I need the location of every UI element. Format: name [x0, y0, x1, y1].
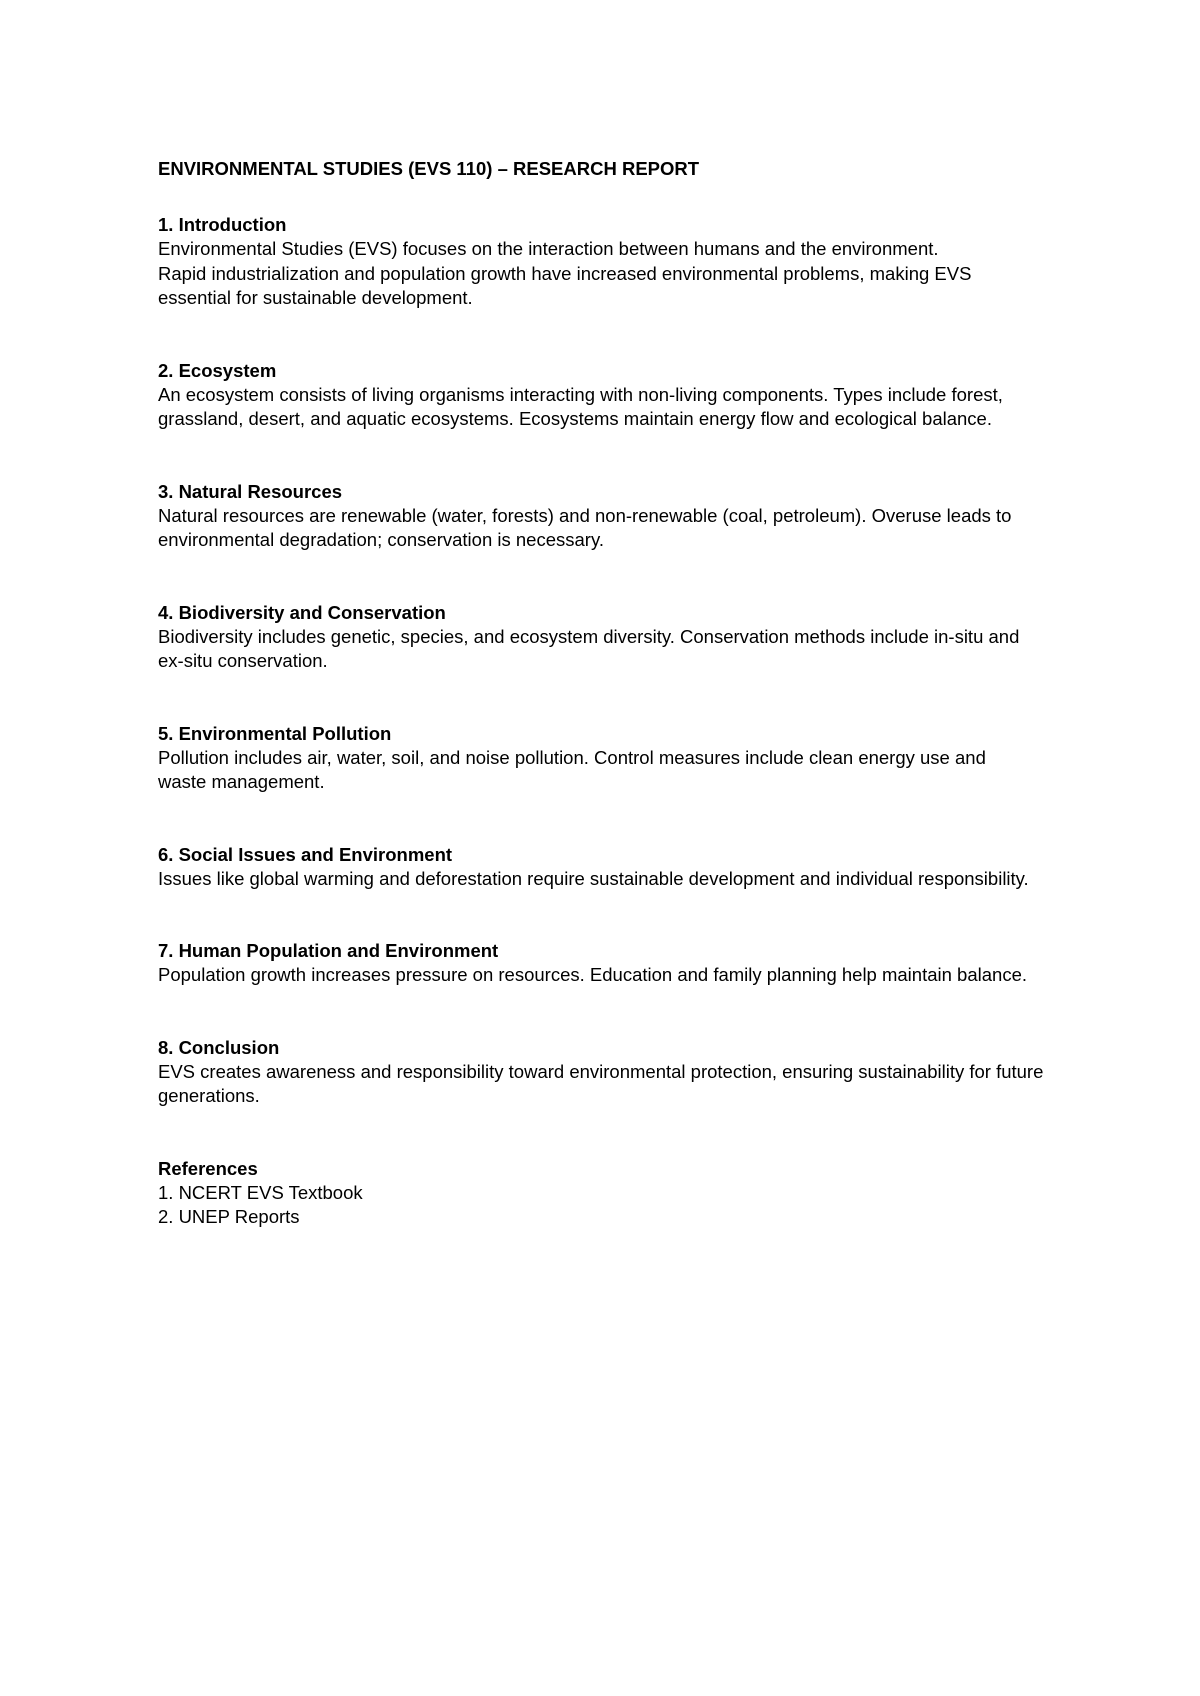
section-heading: 5. Environmental Pollution [158, 722, 392, 744]
section-heading: 1. Introduction [158, 214, 287, 235]
section-body: Population growth increases pressure on resources. Education and family planning help maintain balance. [158, 964, 1027, 985]
document-page [158, 157, 1058, 1229]
section-human-population [158, 939, 1058, 988]
section-body: Biodiversity includes genetic, species, and ecosystem diversity. Conservation methods include in-situ and ex-situ conservation. [158, 625, 1020, 671]
section-natural-resources [158, 480, 1058, 553]
section-heading: 7. Human Population and Environment [158, 940, 499, 961]
section-body: Issues like global warming and deforestation require sustainable development and individual responsibility. [158, 867, 1029, 889]
section-biodiversity [158, 601, 1058, 674]
reference-item: 2. UNEP Reports [158, 1205, 300, 1227]
section-heading: 6. Social Issues and Environment [158, 843, 453, 865]
section-body: Environmental Studies (EVS) focuses on the interaction between humans and the environment. Rapid industrialization and population growth have increased environmental problems, making EVS essential for sustainable development. [158, 238, 972, 308]
section-pollution [158, 722, 1058, 795]
section-ecosystem [158, 359, 1058, 432]
section-heading: 4. Biodiversity and Conservation [158, 601, 446, 623]
reference-item: 1. NCERT EVS Textbook [158, 1181, 363, 1203]
section-heading: 2. Ecosystem [158, 359, 277, 381]
section-introduction [158, 213, 1058, 311]
section-body: An ecosystem consists of living organisms interacting with non-living components. Types include forest, grassland, desert, and aquatic ecosystems. Ecosystems maintain energy flow and ecological balance. [158, 383, 1003, 429]
section-heading: 8. Conclusion [158, 1036, 280, 1058]
document-title: ENVIRONMENTAL STUDIES (EVS 110) – RESEARCH REPORT [158, 158, 700, 179]
section-social-issues [158, 843, 1058, 892]
section-body: Pollution includes air, water, soil, and noise pollution. Control measures include clean energy use and waste management. [158, 746, 986, 792]
references-heading: References [158, 1157, 258, 1179]
section-conclusion [158, 1036, 1058, 1109]
references-section [158, 1157, 1058, 1229]
section-body: Natural resources are renewable (water, forests) and non-renewable (coal, petroleum). Overuse leads to environmental degradation; conservation is necessary. [158, 504, 1012, 550]
section-heading: 3. Natural Resources [158, 480, 343, 502]
section-body: EVS creates awareness and responsibility toward environmental protection, ensuring sustainability for future generations. [158, 1060, 1044, 1106]
